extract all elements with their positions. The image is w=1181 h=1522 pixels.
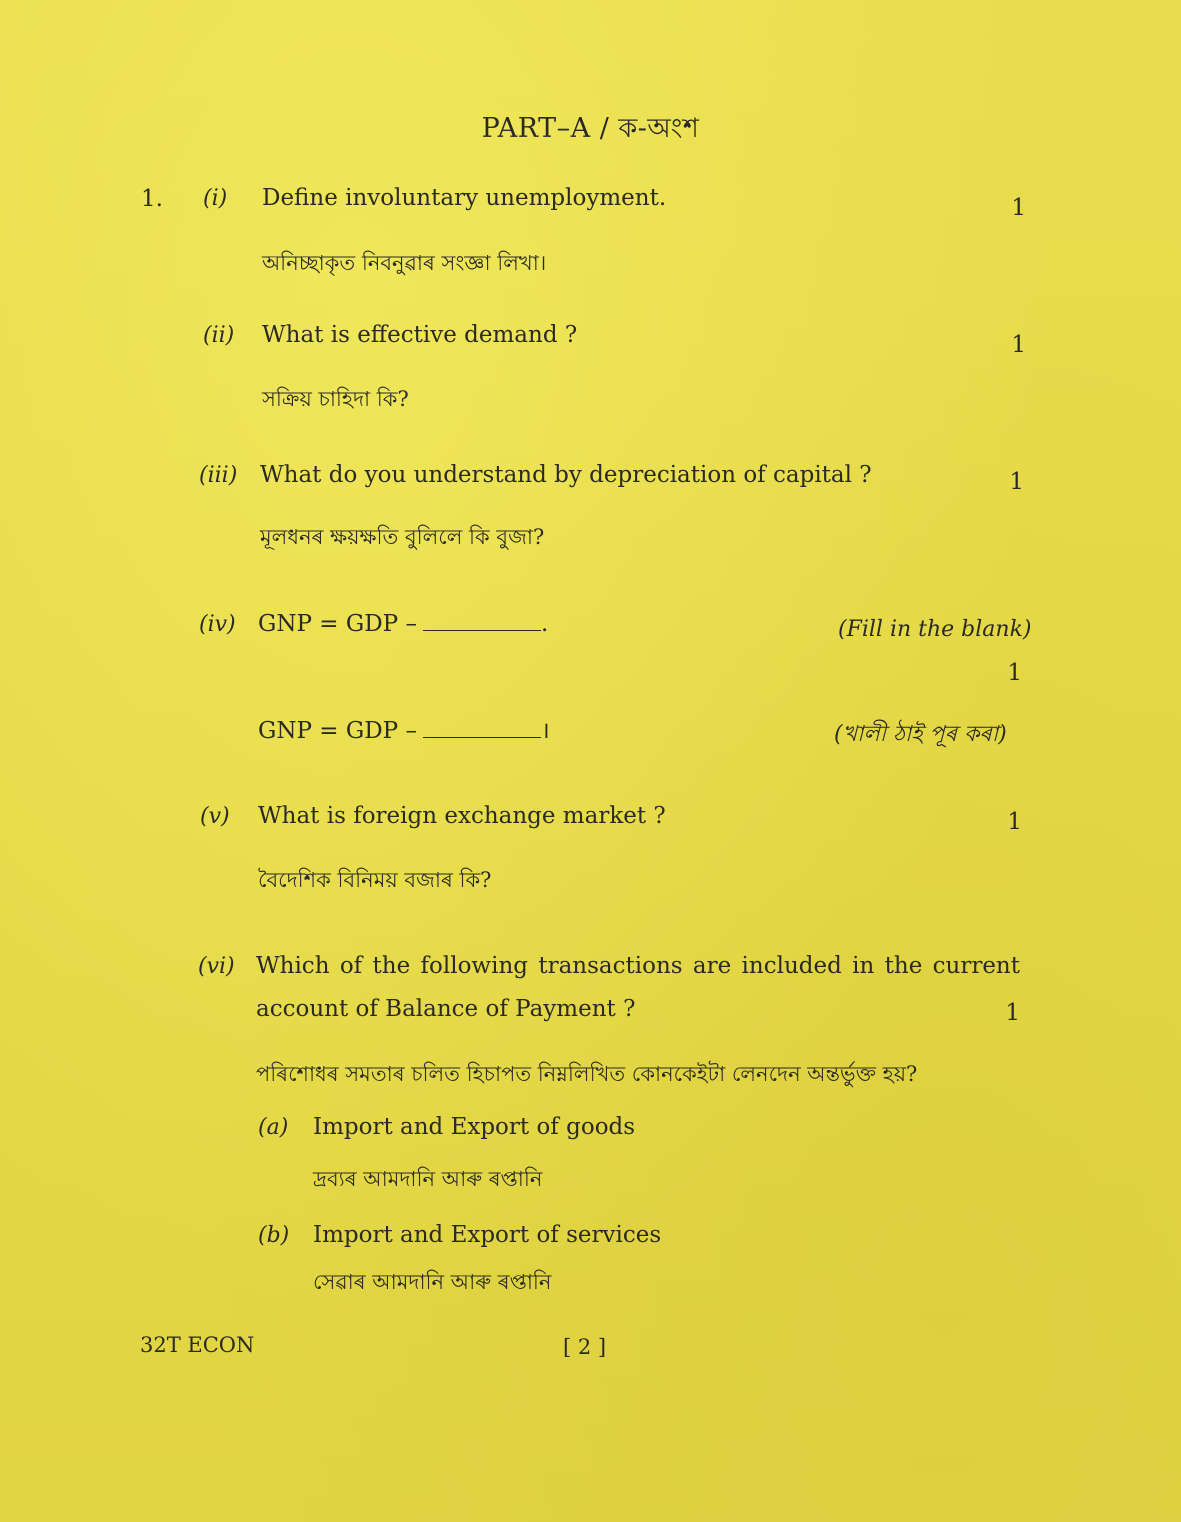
blank-line	[423, 736, 541, 738]
marks: 1	[1011, 332, 1026, 358]
question-text-en: What do you understand by depreciation of capital ?	[260, 462, 872, 488]
equation-end: ।	[540, 718, 550, 744]
paper-code: 32T ECON	[140, 1333, 255, 1357]
equation-text: GNP = GDP –	[258, 718, 417, 744]
part-label: (iv)	[199, 612, 236, 637]
option-label: (b)	[258, 1223, 290, 1248]
page-number: [ 2 ]	[563, 1335, 607, 1359]
page-title: PART–A / ক-অংশ	[481, 113, 700, 144]
blank-line	[423, 629, 541, 631]
marks: 1	[1005, 1000, 1020, 1026]
option-text-bn: দ্ৰব্যৰ আমদানি আৰু ৰপ্তানি	[313, 1167, 543, 1191]
question-text-bn: সক্ৰিয় চাহিদা কি?	[262, 387, 409, 411]
question-text-bn: মূলধনৰ ক্ষয়ক্ষতি বুলিলে কি বুজা?	[260, 525, 545, 549]
option-text-en: Import and Export of services	[313, 1222, 662, 1248]
option-text-en: Import and Export of goods	[313, 1114, 636, 1140]
question-text-bn: পৰিশোধৰ সমতাৰ চলিত হিচাপত নিম্নলিখিত কোনকেইটা লেনদেন অন্তৰ্ভুক্ত হয়?	[256, 1062, 918, 1086]
equation-end: .	[540, 611, 549, 637]
equation-text: GNP = GDP –	[258, 611, 417, 637]
question-text-en: What is foreign exchange market ?	[258, 803, 666, 829]
question-text-en-line2: account of Balance of Payment ?	[256, 996, 636, 1022]
question-text-bn: অনিচ্ছাকৃত নিবনুৱাৰ সংজ্ঞা লিখা।	[262, 251, 547, 275]
option-text-bn: সেৱাৰ আমদানি আৰু ৰপ্তানি	[313, 1270, 552, 1294]
marks: 1	[1009, 469, 1024, 495]
part-label: (vi)	[198, 954, 235, 979]
part-label: (ii)	[203, 323, 235, 348]
fill-blank-bn	[258, 713, 550, 745]
marks: 1	[1007, 809, 1022, 835]
question-number: 1.	[141, 186, 163, 212]
question-text-en-line1: Which of the following transactions are included in the current	[256, 953, 1020, 979]
question-text-en: What is effective demand ?	[262, 322, 578, 348]
fill-note-bn: (খালী ঠাই পূৰ কৰা)	[834, 722, 1007, 747]
marks: 1	[1011, 195, 1026, 221]
fill-note-en: (Fill in the blank)	[838, 617, 1032, 642]
question-text-en: Define involuntary unemployment.	[262, 185, 667, 211]
part-label: (i)	[203, 186, 228, 211]
part-label: (v)	[200, 804, 230, 829]
part-label: (iii)	[199, 463, 238, 488]
marks: 1	[1007, 660, 1022, 686]
option-label: (a)	[258, 1115, 289, 1140]
fill-blank-en	[258, 611, 548, 637]
question-text-bn: বৈদেশিক বিনিময় বজাৰ কি?	[258, 868, 492, 892]
